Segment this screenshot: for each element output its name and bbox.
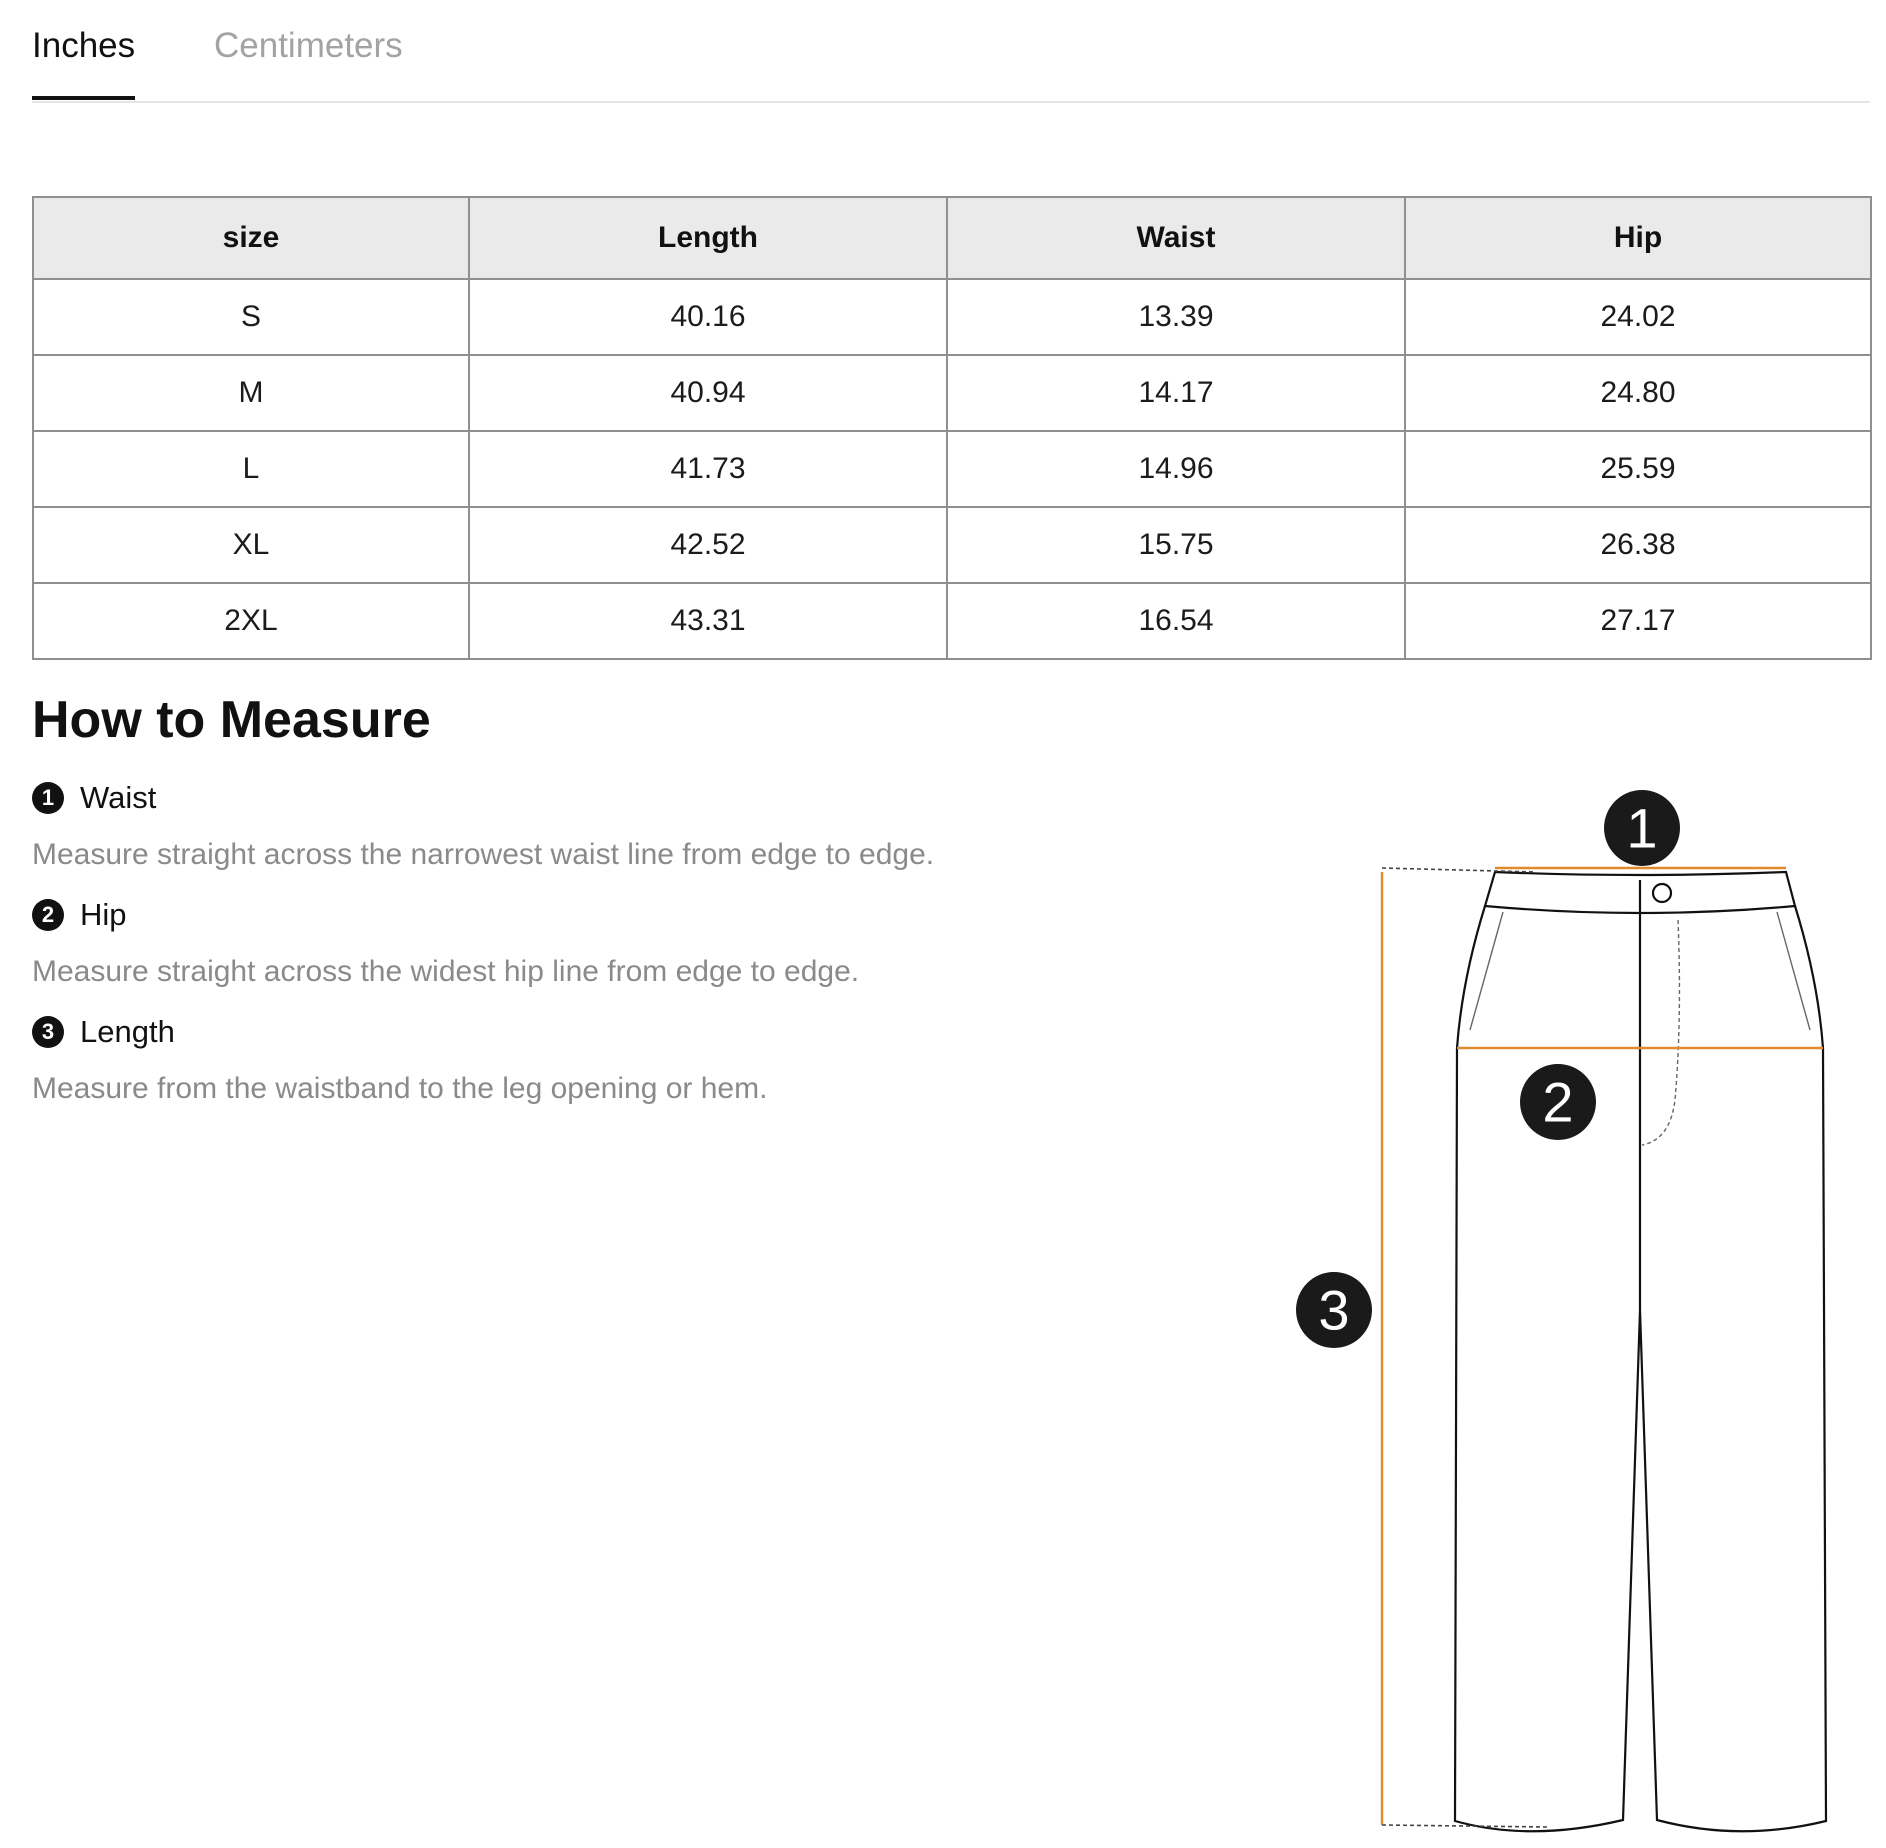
cell-size: M (33, 355, 469, 431)
length-bottom-guide (1382, 1825, 1548, 1827)
marker-3 (1296, 1272, 1372, 1348)
step-description: Measure straight across the narrowest waist line from edge to edge. (32, 838, 935, 871)
step-label: Length (80, 1014, 175, 1049)
marker-1 (1604, 790, 1680, 866)
measure-lines (1382, 868, 1823, 1827)
marker-3-label: 3 (1318, 1278, 1350, 1342)
cell-length: 40.94 (469, 355, 947, 431)
unit-tabs (32, 0, 1870, 103)
tab-centimeters[interactable]: Centimeters (214, 26, 403, 65)
size-chart-table (32, 196, 1872, 660)
step-label: Hip (80, 897, 127, 932)
cell-waist: 14.17 (947, 355, 1405, 431)
step-hip (32, 897, 127, 933)
step-description: Measure straight across the widest hip line from edge to edge. (32, 955, 860, 988)
table-row (33, 507, 1871, 583)
table-row (33, 279, 1871, 355)
cell-waist: 14.96 (947, 431, 1405, 507)
cell-size: 2XL (33, 583, 469, 659)
tab-inches[interactable]: Inches (32, 26, 135, 100)
cell-hip: 26.38 (1405, 507, 1871, 583)
cell-hip: 25.59 (1405, 431, 1871, 507)
table-header-row (33, 197, 1871, 279)
header-waist: Waist (947, 197, 1405, 279)
cell-length: 41.73 (469, 431, 947, 507)
cell-waist: 13.39 (947, 279, 1405, 355)
number-2-icon: 2 (32, 899, 64, 931)
cell-length: 42.52 (469, 507, 947, 583)
header-hip: Hip (1405, 197, 1871, 279)
cell-length: 40.16 (469, 279, 947, 355)
step-length (32, 1014, 175, 1050)
pants-measure-diagram (1290, 780, 1860, 1840)
cell-hip: 27.17 (1405, 583, 1871, 659)
marker-2 (1520, 1064, 1596, 1140)
how-to-measure-title: How to Measure (32, 691, 431, 749)
cell-waist: 15.75 (947, 507, 1405, 583)
number-3-icon: 3 (32, 1016, 64, 1048)
cell-length: 43.31 (469, 583, 947, 659)
step-waist (32, 780, 156, 816)
table-row (33, 583, 1871, 659)
step-description: Measure from the waistband to the leg opening or hem. (32, 1072, 768, 1105)
cell-hip: 24.02 (1405, 279, 1871, 355)
pants-outline (1455, 872, 1826, 1831)
header-size: size (33, 197, 469, 279)
cell-hip: 24.80 (1405, 355, 1871, 431)
step-label: Waist (80, 780, 157, 815)
marker-1-label: 1 (1626, 796, 1658, 860)
cell-size: L (33, 431, 469, 507)
cell-size: S (33, 279, 469, 355)
cell-waist: 16.54 (947, 583, 1405, 659)
cell-size: XL (33, 507, 469, 583)
header-length: Length (469, 197, 947, 279)
table-row (33, 431, 1871, 507)
number-1-icon: 1 (32, 782, 64, 814)
table-row (33, 355, 1871, 431)
marker-2-label: 2 (1542, 1070, 1574, 1134)
